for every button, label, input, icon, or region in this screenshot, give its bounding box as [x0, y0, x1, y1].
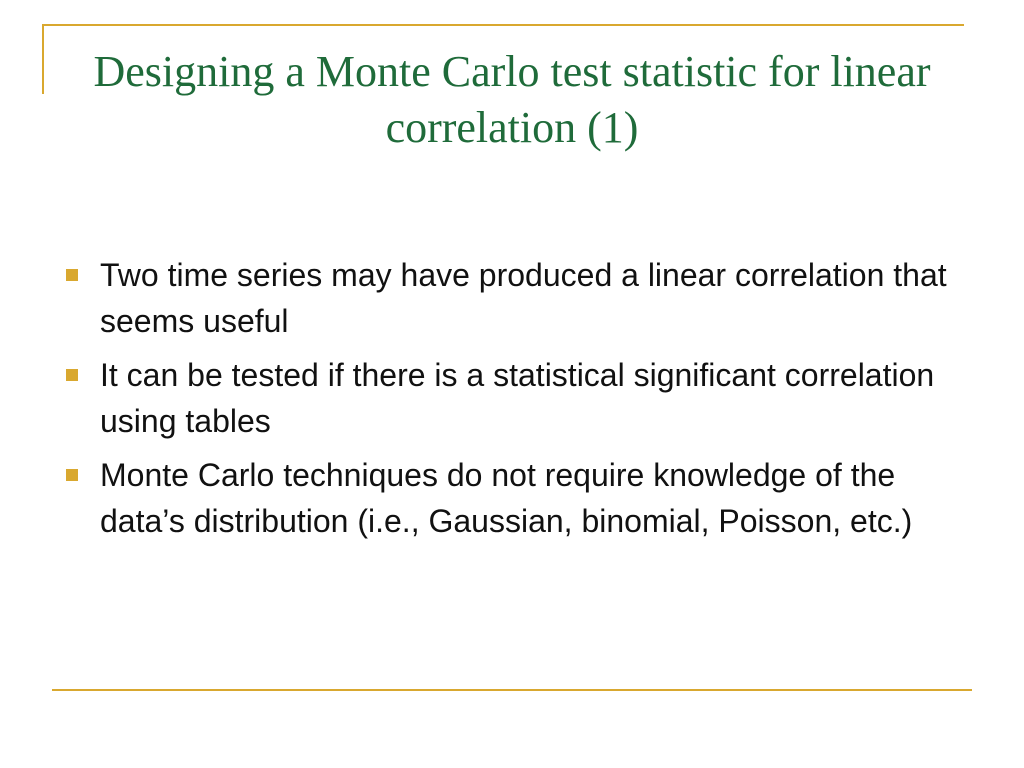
bullet-text: Two time series may have produced a linear correlation that seems useful [100, 257, 947, 339]
bullet-list [62, 252, 962, 552]
bullet-text: Monte Carlo techniques do not require knowledge of the data’s distribution (i.e., Gaussian, binomial, Poisson, etc.) [100, 457, 913, 539]
bullet-item [62, 352, 962, 444]
top-border-line [42, 24, 964, 26]
slide-title: Designing a Monte Carlo test statistic for linear correlation (1) [93, 47, 931, 152]
bullet-text: It can be tested if there is a statistical significant correlation using tables [100, 357, 935, 439]
bullet-item [62, 452, 962, 544]
footer-divider [52, 689, 972, 691]
square-bullet-icon [66, 369, 78, 381]
square-bullet-icon [66, 269, 78, 281]
bullet-item [62, 252, 962, 344]
square-bullet-icon [66, 469, 78, 481]
left-border-line [42, 24, 44, 94]
